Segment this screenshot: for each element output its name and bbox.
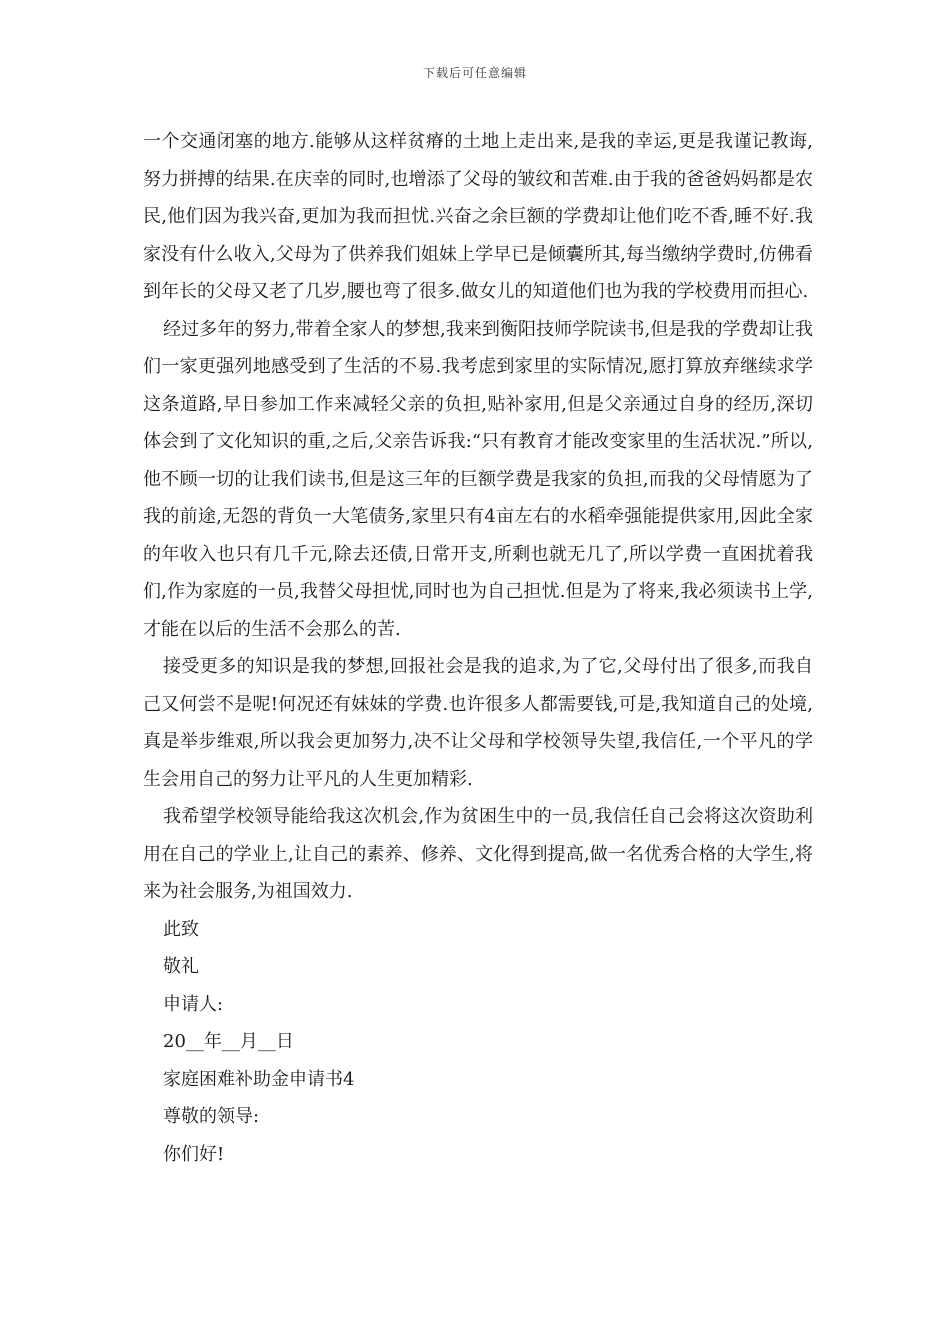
closing-salutation-2: 敬礼 [163,956,199,977]
next-document-title: 家庭困难补助金申请书4 [163,1068,355,1090]
document-body [143,123,813,1173]
paragraph-2: 经过多年的努力,带着全家人的梦想,我来到衡阳技师学院读书,但是我的学费却让我们一家更强列地感受到了生活的不易.我考虑到家里的实际情况,愿打算放弃继续求学这条道路,早日参加工作来减轻父亲的负担,贴补家用,但是父亲通过自身的经历,深切体会到了文化知识的重,之后,父亲告诉我:“只有教育才能改变家里的生活状况.”所以,他不顾一切的让我们读书,但是这三年的巨额学费是我家的负担,而我的父母情愿为了我的前途,无怨的背负一大笔债务,家里只有4亩左右的水稻牵强能提供家用,因此全家的年收入也只有几千元,除去还债,日常开支,所剩也就无几了,所以学费一直困扰着我们,作为家庭的一员,我替父母担忧,同时也为自己担忧.但是为了将来,我必须读书上学,才能在以后的生活不会那么的苦. [143,318,813,640]
paragraph-1: 一个交通闭塞的地方.能够从这样贫瘠的土地上走出来,是我的幸运,更是我谨记教诲,努力拼搏的结果.在庆幸的同时,也增添了父母的皱纹和苦难.由于我的爸爸妈妈都是农民,他们因为我兴奋,更加为我而担忧.兴奋之余巨额的学费却让他们吃不香,睡不好.我家没有什么收入,父母为了供养我们姐妹上学早已是倾囊所其,每当缴纳学费时,仿佛看到年长的父母又老了几岁,腰也弯了很多.做女儿的知道他们也为我的学校费用而担心. [143,131,813,302]
paragraph-4: 我希望学校领导能给我这次机会,作为贫困生中的一员,我信任自己会将这次资助利用在自己的学业上,让自己的素养、修养、文化得到提高,做一名优秀合格的大学生,将来为社会服务,为祖国效力. [143,806,813,902]
hello-line: 你们好! [163,1143,225,1165]
date-line: 20__年__月__日 [163,1031,294,1052]
greeting: 尊敬的领导: [163,1106,260,1127]
page-header: 下载后可任意编辑 [422,66,527,80]
closing-salutation-1: 此致 [163,918,199,940]
paragraph-3: 接受更多的知识是我的梦想,回报社会是我的追求,为了它,父母付出了很多,而我自己又何尝不是呢!何况还有妹妹的学费.也许很多人都需要钱,可是,我知道自己的处境,真是举步维艰,所以我会更加努力,决不让父母和学校领导失望,我信任,一个平凡的学生会用自己的努力让平凡的人生更加精彩. [143,656,813,790]
applicant-label: 申请人: [163,993,224,1015]
